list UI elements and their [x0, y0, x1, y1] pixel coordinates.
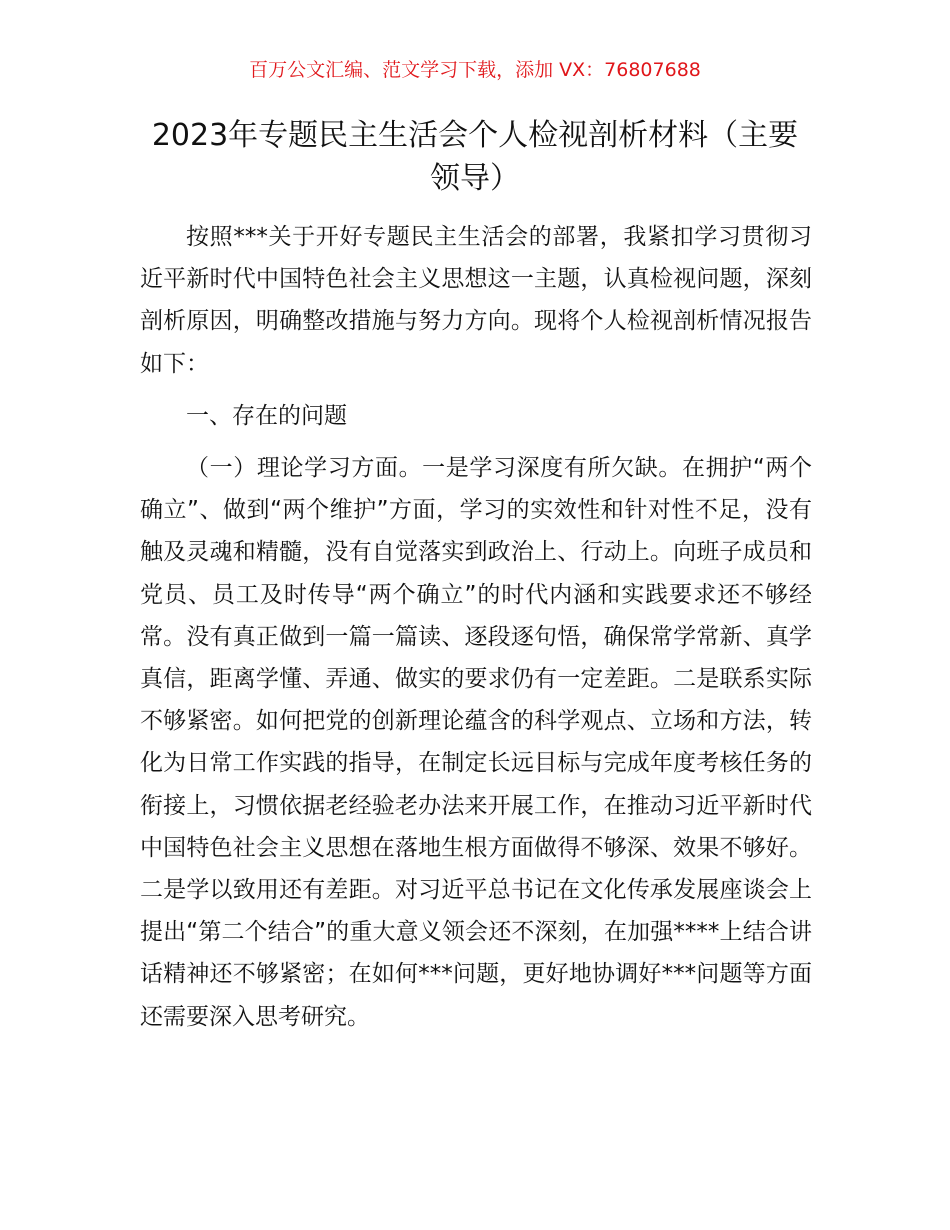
body-paragraph: （一）理论学习方面。一是学习深度有所欠缺。在拥护“两个确立”、做到“两个维护”方面，学习的实效性和针对性不足，没有触及灵魂和精髓，没有自觉落实到政治上、行动上。向班子成员和党员、员工及时传导“两个确立”的时代内涵和实践要求还不够经常。没有真正做到一篇一篇读、逐段逐句悟，确保常学常新、真学真信，距离学懂、弄通、做实的要求仍有一定差距。二是联系实际不够紧密。如何把党的创新理论蕴含的科学观点、立场和方法，转化为日常工作实践的指导，在制定长远目标与完成年度考核任务的衔接上，习惯依据老经验老办法来开展工作，在推动习近平新时代中国特色社会主义思想在落地生根方面做得不够深、效果不够好。二是学以致用还有差距。对习近平总书记在文化传承发展座谈会上提出“第二个结合”的重大意义领会还不深刻，在加强****上结合讲话精神还不够紧密；在如何***问题，更好地协调好***问题等方面还需要深入思考研究。 — [140, 455, 812, 1030]
document-body — [140, 216, 812, 1043]
header-banner: 百万公文汇编、范文学习下载，添加 VX：76807688 — [249, 59, 701, 81]
section-heading: 一、存在的问题 — [186, 402, 347, 429]
document-title: 2023年专题民主生活会个人检视剖析材料（主要领导） — [151, 118, 799, 196]
intro-paragraph: 按照***关于开好专题民主生活会的部署，我紧扣学习贯彻习近平新时代中国特色社会主义思想这一主题，认真检视问题，深刻剖析原因，明确整改措施与努力方向。现将个人检视剖析情况报告如下： — [140, 224, 812, 377]
